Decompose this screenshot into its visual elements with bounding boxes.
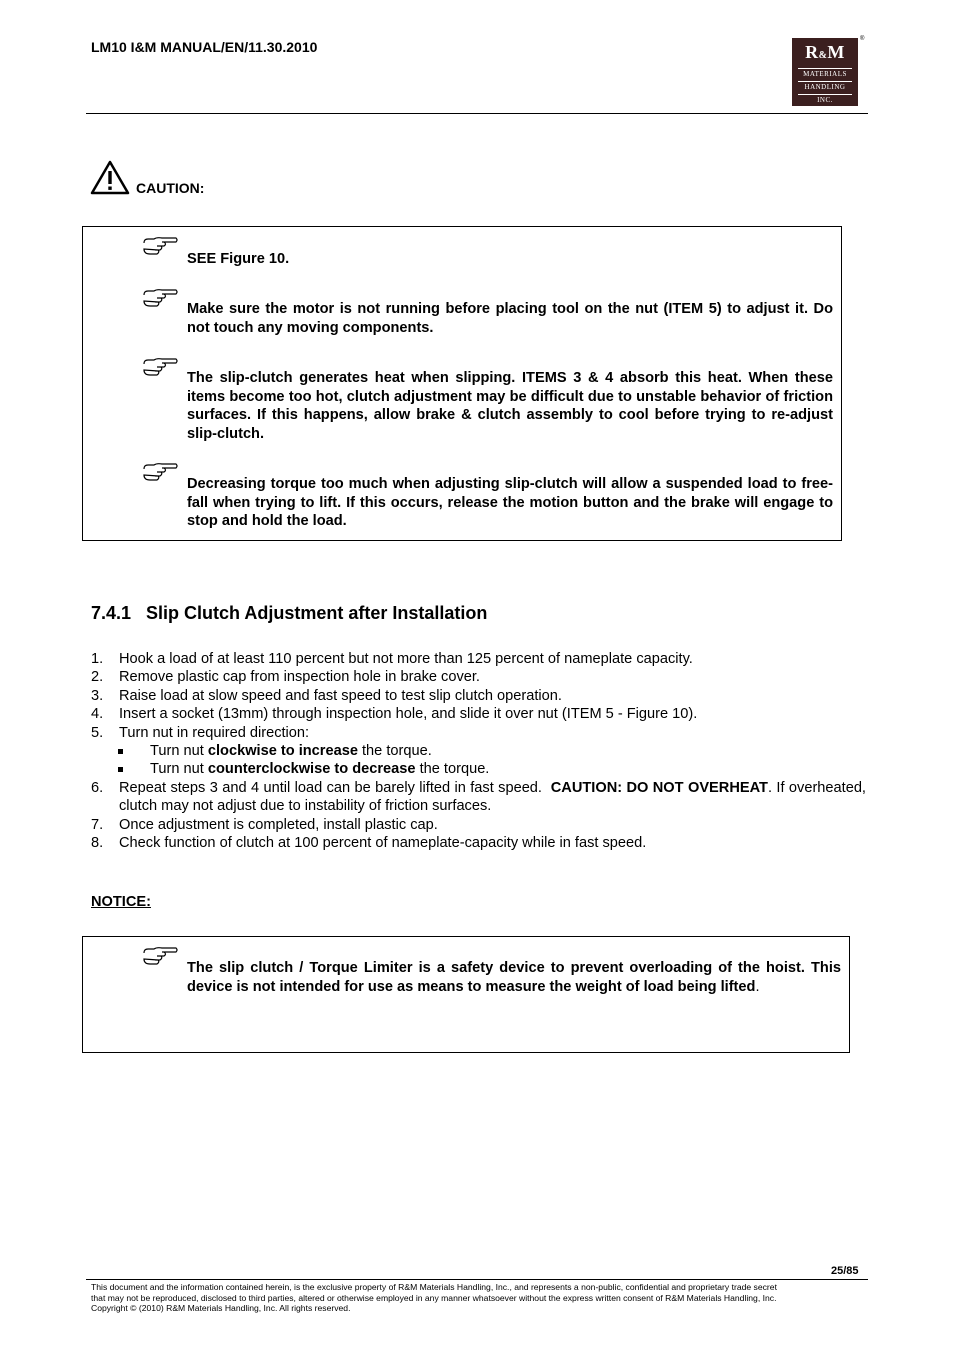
step-text-pre: Repeat steps 3 and 4 until load can be barely lifted in fast speed. [119,779,551,796]
logo-mark: R&M [805,42,845,62]
logo-line-inc: INC. [817,96,833,104]
caution-heading: CAUTION: [136,180,205,196]
notice-note-bold: The slip clutch / Torque Limiter is a safety device to prevent overloading of the hoist. This device is not intended for use as means to measure the weight of load being lifted [187,960,841,995]
bullet-marker [118,749,123,754]
caution-note-1: SEE Figure 10. [187,251,290,267]
notice-note-tail: . [755,978,760,995]
list-item [91,650,866,668]
step-number: 3. [91,687,104,704]
bullet-text-bold: clockwise to increase [207,743,358,760]
step-number: 5. [91,724,104,741]
legal-line: that may not be reproduced, disclosed to third parties, altered or otherwise employed in any manner whatsoever without the express written consent of R&M Materials Handling, Inc. [91,1292,777,1303]
pointing-hand-icon [142,946,178,966]
step-number: 7. [91,816,104,833]
step-text: Once adjustment is completed, install plastic cap. [119,816,438,833]
bullet-text-bold: counterclockwise to decrease [207,761,416,778]
step-text: Check function of clutch at 100 percent of nameplate-capacity while in fast speed. [119,835,647,852]
step-text: Remove plastic cap from inspection hole in brake cover. [119,669,480,686]
step-number: 6. [91,779,104,796]
bullet-text-post: the torque. [415,761,490,778]
list-item [91,779,866,816]
step-number: 1. [91,651,104,667]
pointing-hand-icon [142,357,178,377]
step-text-post: . If overheated, clutch may not adjust due to instability of friction surfaces. [119,779,866,815]
list-item [91,705,866,723]
notice-heading: NOTICE: [91,894,151,910]
pointing-hand-icon [142,236,178,256]
company-logo [792,38,858,106]
step-number: 2. [91,669,104,686]
pointing-hand-icon [142,462,178,482]
step-text: Hook a load of at least 110 percent but not more than 125 percent of nameplate capacity. [119,651,693,667]
footer-rule [86,1279,868,1280]
list-item [91,724,866,742]
pointing-hand-icon [142,288,178,308]
step-text: Insert a socket (13mm) through inspection hole, and slide it over nut (ITEM 5 - Figure 10). [119,706,698,723]
step-number: 4. [91,706,104,723]
sub-bullet [91,760,866,778]
notice-note [187,959,841,996]
adjustment-steps [91,650,866,852]
caution-note-4: Decreasing torque too much when adjusting slip-clutch will allow a suspended load to free-fall when trying to lift. If this occurs, release the motion button and the brake will engage to stop and hold the load. [187,476,833,530]
header-rule [86,113,868,114]
list-item [91,834,866,852]
registered-mark: ® [860,36,865,42]
document-id: LM10 I&M MANUAL/EN/11.30.2010 [91,39,318,55]
section-title: 7.4.1 Slip Clutch Adjustment after Installation [91,603,488,623]
bullet-text-pre: Turn nut [150,761,208,778]
logo-line-materials: MATERIALS [803,70,847,78]
step-text-caution: CAUTION: DO NOT OVERHEAT [550,779,768,796]
legal-line: This document and the information contained herein, is the exclusive property of R&M Materials Handling, Inc., and represents a non-public, confidential and proprietary trade secret [91,1282,777,1292]
step-text: Turn nut in required direction: [119,724,310,741]
list-item [91,816,866,834]
list-item [91,687,866,705]
caution-note-3: The slip-clutch generates heat when slipping. ITEMS 3 & 4 absorb this heat. When these items become too hot, clutch adjustment may be difficult due to unstable behavior of friction surfaces. If this happens, allow brake & clutch assembly to cool before trying to re-adjust slip-clutch. [187,370,833,442]
legal-line: Copyright © (2010) R&M Materials Handling, Inc. All rights reserved. [91,1303,351,1314]
sub-bullet [91,742,866,760]
warning-triangle-icon [90,160,130,196]
list-item [91,668,866,686]
bullet-marker [118,767,123,772]
step-number: 8. [91,835,104,852]
bullet-text-post: the torque. [357,743,432,760]
bullet-text-pre: Turn nut [150,743,208,760]
step-text [119,779,866,816]
caution-note-2: Make sure the motor is not running before placing tool on the nut (ITEM 5) to adjust it. Do not touch any moving components. [187,301,833,336]
logo-line-handling: HANDLING [804,83,846,91]
legal-notice [91,1282,865,1314]
step-text: Raise load at slow speed and fast speed to test slip clutch operation. [119,687,562,704]
page-number: 25/85 [831,1265,859,1277]
